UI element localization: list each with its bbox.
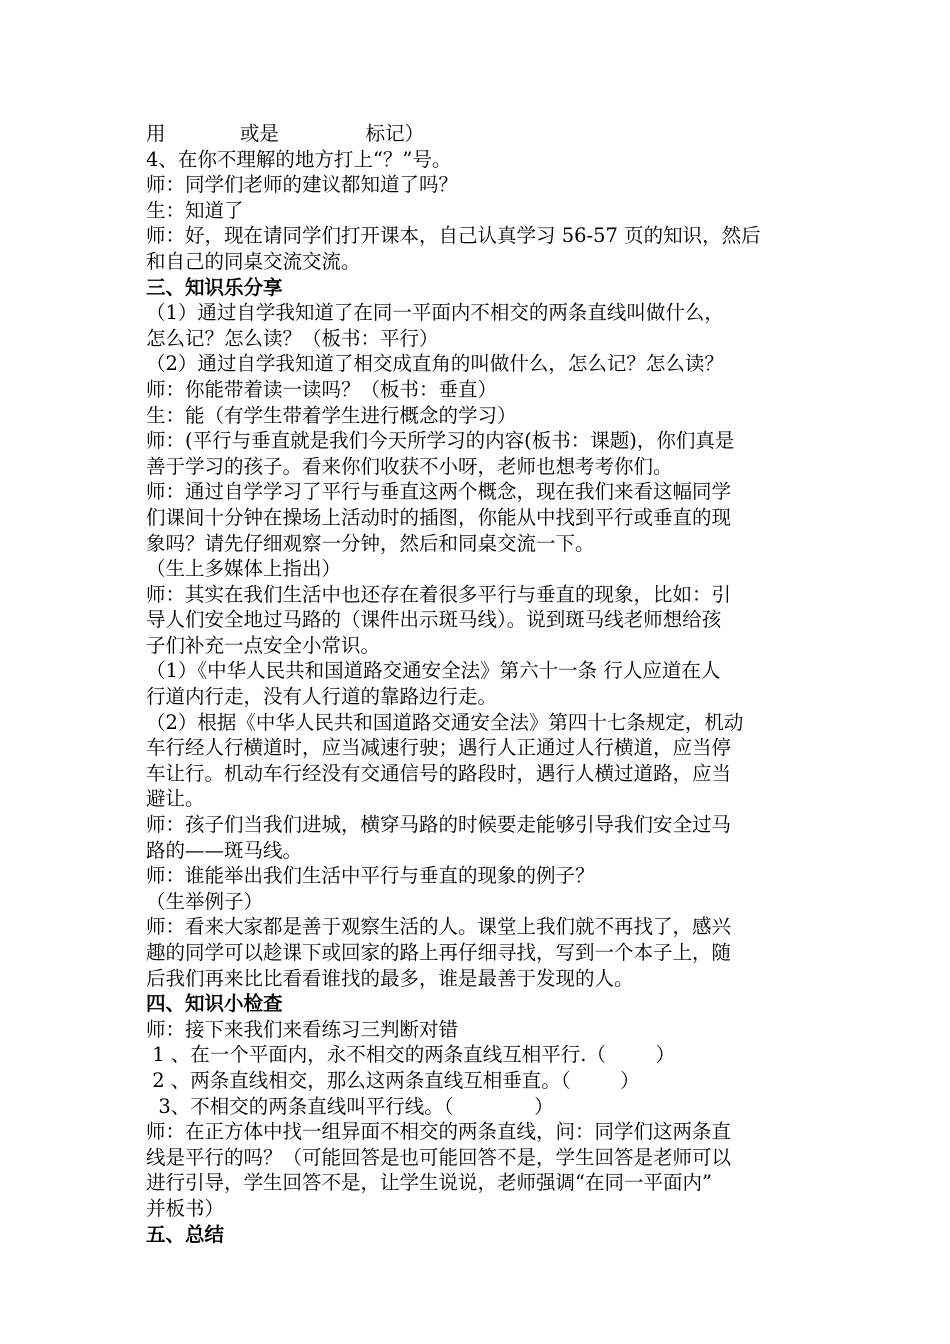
text-line: 2 、两条直线相交，那么这两条直线互相垂直。（ ） xyxy=(146,1068,640,1092)
text-line: 善于学习的孩子。看来你们收获不小呀，老师也想考考你们。 xyxy=(146,454,673,478)
section-heading: 三、知识乐分享 xyxy=(146,275,283,299)
text-line: （1）《中华人民共和国道路交通安全法》第六十一条 行人应道在人 xyxy=(146,659,721,683)
text-line: 师：(平行与垂直就是我们今天所学习的内容(板书：课题)，你们真是 xyxy=(146,429,735,453)
text-line: （2）通过自学我知道了相交成直角的叫做什么，怎么记？怎么读？ xyxy=(146,352,724,376)
section-heading: 五、总结 xyxy=(146,1222,225,1246)
text-line: 师：好，现在请同学们打开课本，自己认真学习 56-57 页的知识，然后 xyxy=(146,224,761,248)
text-line: （1）通过自学我知道了在同一平面内不相交的两条直线叫做什么， xyxy=(146,301,724,325)
text-line: 象吗？请先仔细观察一分钟，然后和同桌交流一下。 xyxy=(146,531,595,555)
text-line: 生：知道了 xyxy=(146,198,244,222)
text-line: 避让。 xyxy=(146,787,205,811)
text-line: 3、不相交的两条直线叫平行线。（ ） xyxy=(146,1094,554,1118)
text-line: 师：接下来我们来看练习三判断对错 xyxy=(146,1017,459,1041)
text-line: 并板书） xyxy=(146,1196,225,1220)
text-line: 师：你能带着读一读吗？（板书：垂直） xyxy=(146,377,498,401)
text-line: 师：孩子们当我们进城，横穿马路的时候要走能够引导我们安全过马 xyxy=(146,813,732,837)
text-line: 怎么记？怎么读？（板书：平行） xyxy=(146,326,439,350)
text-line: （2）根据《中华人民共和国道路交通安全法》第四十七条规定，机动 xyxy=(146,710,744,734)
document-page xyxy=(146,121,812,1247)
text-line: 车让行。机动车行经没有交通信号的路段时，遇行人横过道路，应当 xyxy=(146,761,732,785)
text-line: 们课间十分钟在操场上活动时的插图，你能从中找到平行或垂直的现 xyxy=(146,505,732,529)
text-line: 师：谁能举出我们生活中平行与垂直的现象的例子？ xyxy=(146,864,595,888)
text-line: 线是平行的吗？（可能回答是也可能回答不是，学生回答是老师可以 xyxy=(146,1145,732,1169)
text-line: （生上多媒体上指出） xyxy=(146,557,342,581)
text-line: 师：其实在我们生活中也还存在着很多平行与垂直的现象，比如：引 xyxy=(146,582,732,606)
text-line: （生举例子） xyxy=(146,889,264,913)
text-line: 导人们安全地过马路的（课件出示斑马线）。说到斑马线老师想给孩 xyxy=(146,608,722,632)
text-line: 师：通过自学学习了平行与垂直这两个概念，现在我们来看这幅同学 xyxy=(146,480,732,504)
text-line: 用 或是 标记） xyxy=(146,122,425,145)
text-line: 师：看来大家都是善于观察生活的人。课堂上我们就不再找了，感兴 xyxy=(146,915,732,939)
text-line: 4、在你不理解的地方打上“？”号。 xyxy=(146,147,452,171)
text-line: 子们补充一点安全小常识。 xyxy=(146,633,381,657)
text-line: 进行引导，学生回答不是，让学生说说，老师强调“在同一平面内” xyxy=(146,1171,712,1195)
text-line: 后我们再来比比看看谁找的最多，谁是最善于发现的人。 xyxy=(146,966,634,990)
text-line: 生：能（有学生带着学生进行概念的学习） xyxy=(146,403,517,427)
text-line: 师：同学们老师的建议都知道了吗？ xyxy=(146,173,459,197)
section-heading: 四、知识小检查 xyxy=(146,992,283,1016)
text-line: 趣的同学可以趁课下或回家的路上再仔细寻找，写到一个本子上，随 xyxy=(146,941,732,964)
text-line: 路的——斑马线。 xyxy=(146,838,303,862)
text-line: 和自己的同桌交流交流。 xyxy=(146,249,361,273)
text-line: 行道内行走，没有人行道的靠路边行走。 xyxy=(146,685,498,709)
text-line: 车行经人行横道时，应当减速行驶；遇行人正通过人行横道，应当停 xyxy=(146,736,732,760)
text-line: 1 、在一个平面内，永不相交的两条直线互相平行.（ ） xyxy=(146,1043,676,1067)
text-line: 师：在正方体中找一组异面不相交的两条直线，问：同学们这两条直 xyxy=(146,1120,732,1144)
